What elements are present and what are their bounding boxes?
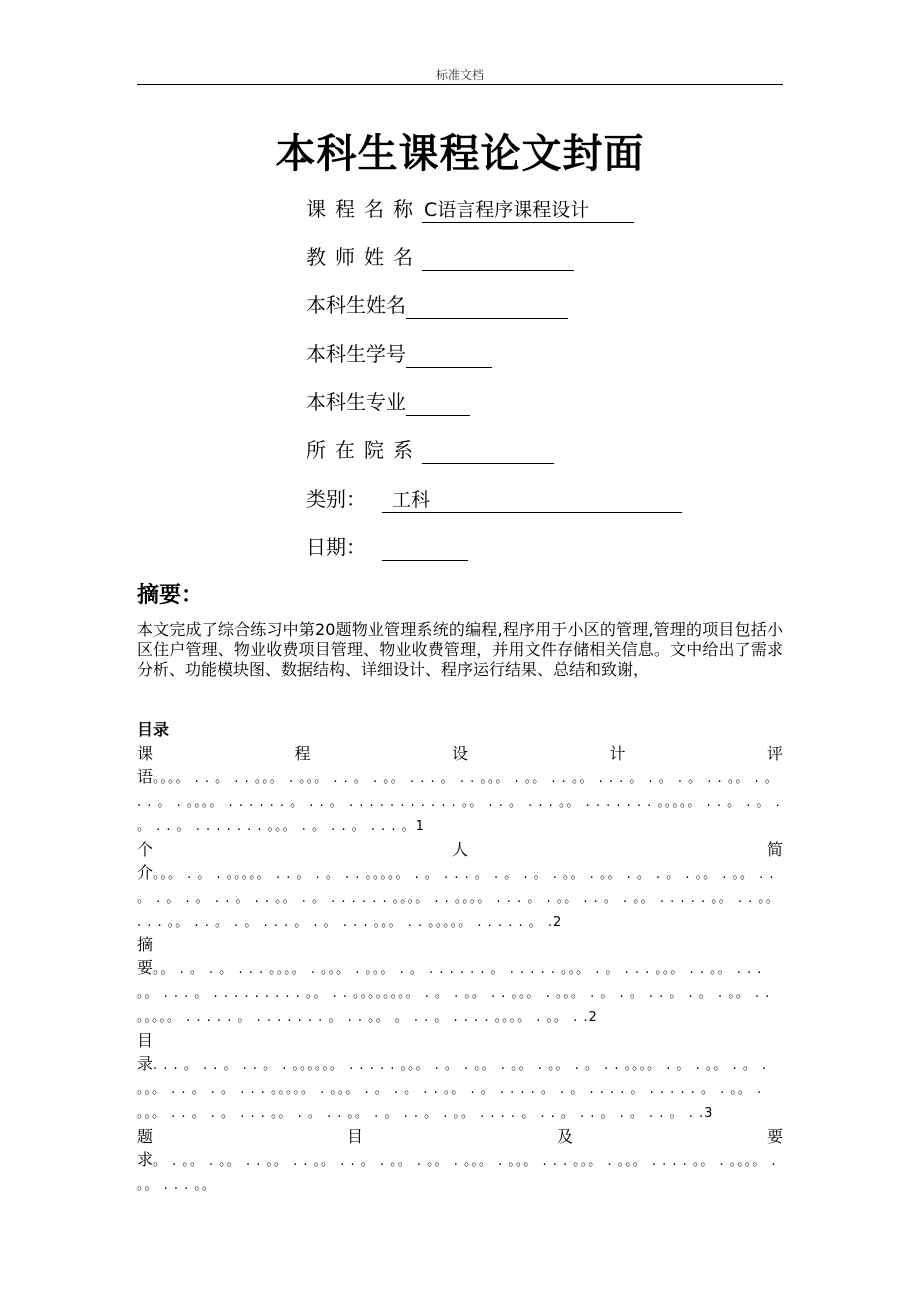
toc-char: 课 [137, 744, 154, 763]
field-label: 本科生专业 [306, 390, 406, 414]
field-value[interactable] [406, 343, 492, 368]
toc-entry-head [137, 1124, 783, 1148]
toc-char: 语 [137, 767, 154, 786]
field-label: 本科生姓名 [306, 293, 406, 317]
toc-entry-head [137, 932, 783, 956]
toc-char: 要 [766, 1127, 783, 1146]
field-value[interactable] [422, 246, 574, 271]
field-label: 日期： [306, 535, 366, 559]
field-value[interactable]: 工科 [382, 488, 682, 513]
toc-page-number: 1 [415, 819, 425, 834]
field-value[interactable] [382, 536, 468, 561]
field-student-major [306, 387, 470, 417]
toc-entry-head [137, 1028, 783, 1052]
toc-char: 程 [294, 744, 311, 763]
toc-leader-dots: 。。 . 。 . 。 . . . 。。。。 . 。。。 . 。。。 . 。 . . . . . . 。 . . . . . 。。。 . 。 . . . 。。。 . . 。。 . . . 。。 . . . 。 . . . . . . . . . 。。 . . 。。。。。。。。 . 。 . 。。 . . 。。。 . 。。。 . 。 . 。 . . 。 . 。 . 。。 . . 。。。。。 . . . . . 。 . . . . . . . 。 . . 。。 。 . . 。 . . . . 。。。。 . 。。 . . [137, 962, 771, 1025]
toc-char: 个 [137, 840, 154, 859]
toc-char: 摘 [137, 935, 154, 954]
toc-char: 评 [766, 744, 783, 763]
field-label: 教师姓名 [306, 245, 422, 269]
field-label: 课程名称 [306, 197, 422, 221]
field-label: 类别： [306, 487, 366, 511]
field-value[interactable] [406, 294, 568, 319]
cover-title: 本科生课程论文封面 [275, 131, 645, 177]
toc-char: 设 [451, 744, 468, 763]
toc-entry-leaders[interactable] [137, 861, 783, 933]
toc-char: 求 [137, 1150, 154, 1169]
toc-char: 目 [137, 1031, 154, 1050]
field-teacher-name [306, 242, 574, 272]
toc-char: 及 [556, 1127, 573, 1146]
toc-char: 简 [766, 840, 783, 859]
toc-leader-dots: . . . 。 . . 。 . . 。 . 。。。。。。 . . . . . 。。。 . 。 . 。。 . 。。 . 。。 . 。 . . 。。。。 . 。 . 。。 . 。 . 。。。 . . 。 . 。 . . . 。。。。。 . 。。。 . 。 . 。 . . 。。 . 。 . . . . 。 . 。 . . . . 。 . . . . . 。 . 。。 . 。。。 . . 。 . 。 . . . 。。 . 。 . . 。。 . 。 . . 。 . 。。 . . . . 。 . . 。 . . 。 . 。 . . 。 . . [137, 1058, 768, 1121]
toc-char: 要 [137, 958, 154, 977]
abstract-heading: 摘要： [137, 583, 204, 608]
toc-leader-dots: 。 . 。。 . 。。 . . 。。 . . 。。 . . 。 . 。。 . 。。 . 。。。 . 。。。 . . . 。。。 . 。。。 . . . . 。。 . 。。。。 . 。。 . . . 。。 [137, 1154, 777, 1193]
toc-char: 计 [609, 744, 626, 763]
field-course-name [306, 194, 634, 224]
toc-page-number: 2 [588, 1010, 598, 1025]
toc-entry-leaders[interactable] [137, 1052, 783, 1124]
field-value[interactable] [422, 439, 554, 464]
toc-char: 人 [451, 840, 468, 859]
toc-entry-head [137, 741, 783, 765]
toc-char: 目 [346, 1127, 363, 1146]
toc-entry-head [137, 837, 783, 861]
toc-entry-leaders[interactable] [137, 765, 783, 837]
field-category [306, 484, 682, 514]
field-value[interactable] [406, 391, 470, 416]
abstract-body: 本文完成了综合练习中第20题物业管理系统的编程,程序用于小区的管理,管理的项目包括小区住户管理、物业收费项目管理、物业收费管理，并用文件存储相关信息。文中给出了需求分析、功能模块图、数据结构、详细设计、程序运行结果、总结和致谢， [137, 620, 783, 679]
field-label: 本科生学号 [306, 342, 406, 366]
toc-page-number: 3 [704, 1106, 714, 1121]
toc-entry-leaders[interactable] [137, 1148, 783, 1193]
toc-char: 介 [137, 863, 154, 882]
field-date [306, 532, 468, 562]
toc-char: 题 [137, 1127, 154, 1146]
toc-page-number: 2 [552, 915, 563, 930]
document-header-label: 标准文档 [435, 68, 484, 82]
toc-heading: 目录 [137, 720, 170, 739]
toc-leader-dots: 。。。。 . . 。 . . 。。。 . 。。。 . . 。 . 。。 . . . 。 . . 。。。 . 。。 . . 。。 . . . 。 . 。 . 。 . . 。。 . 。 . . 。 . 。。。。 . . . . . . 。 . . 。 . . . . . . . . . . . 。。 . . 。 . . . 。。 . . . . . . . 。。。。。 . . 。 . 。 . 。 . . 。 . . . . . . . 。。。 . 。 . . 。 . . . 。 [137, 771, 781, 834]
header-divider [137, 84, 783, 85]
field-value[interactable]: C语言程序课程设计 [422, 198, 634, 223]
toc-leader-dots: 。。。 . 。 . 。。。。。 . . 。 . 。 . . 。。。。。 . 。 . . . 。 . 。 . 。 . 。。 . 。。 . 。 . 。 . 。。 . 。。 . . 。 . 。 . 。 . . 。 . . 。。 . 。 . . . . . . 。。。。 . . 。。。。 . . . 。 . 。。 . . 。 . 。。 . . . . . 。。 . . 。。 . . . 。。 . . 。 . 。 . . . 。 . 。 . . . 。。。 . . 。。。。。 . . . . . 。 . [137, 867, 780, 930]
toc-entry-leaders[interactable] [137, 956, 783, 1028]
field-student-name [306, 290, 568, 320]
toc-char: 录 [137, 1054, 154, 1073]
field-label: 所在院系 [306, 438, 422, 462]
field-department [306, 435, 554, 465]
field-student-id [306, 339, 492, 369]
